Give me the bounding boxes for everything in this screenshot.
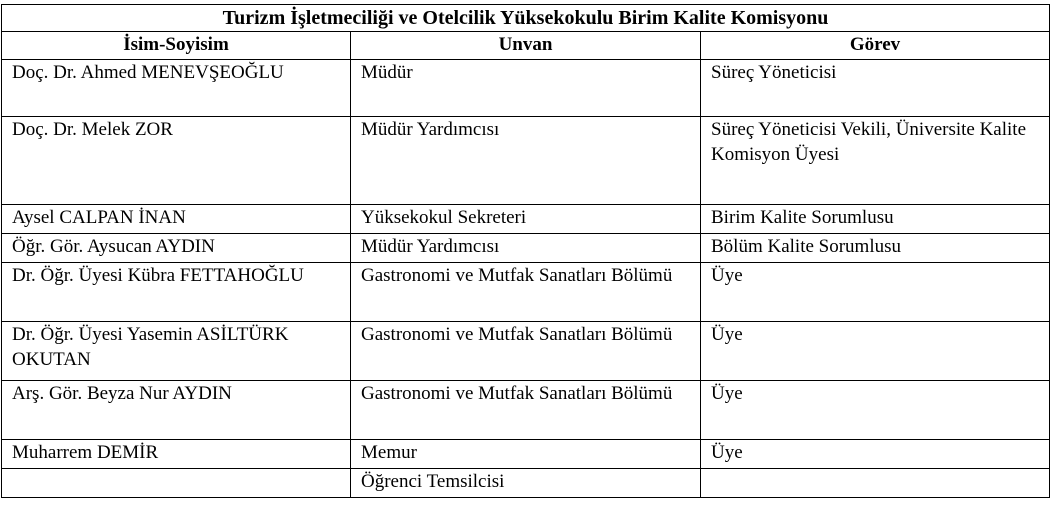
title-text: Müdür	[361, 62, 413, 83]
table-row	[2, 381, 1050, 440]
title-cell	[351, 117, 701, 205]
title-row	[2, 5, 1050, 32]
table-row	[2, 205, 1050, 234]
name-cell	[2, 205, 351, 234]
name-text: Öğr. Gör. Aysucan AYDIN	[12, 236, 215, 257]
role-text: Üye	[711, 265, 743, 286]
name-cell	[2, 440, 351, 469]
table-row	[2, 117, 1050, 205]
role-cell	[701, 60, 1050, 117]
role-text: Süreç Yöneticisi Vekili, Üniversite Kalite Komisyon Üyesi	[711, 119, 1027, 165]
title-cell	[351, 440, 701, 469]
title-cell	[351, 60, 701, 117]
name-cell	[2, 322, 351, 381]
name-cell	[2, 117, 351, 205]
table-row	[2, 234, 1050, 263]
table-row	[2, 60, 1050, 117]
title-text: Gastronomi ve Mutfak Sanatları Bölümü	[361, 265, 673, 286]
title-text: Yüksekokul Sekreteri	[361, 207, 527, 228]
role-cell	[701, 469, 1050, 498]
committee-table	[1, 4, 1050, 498]
table-row	[2, 322, 1050, 381]
role-cell	[701, 381, 1050, 440]
title-text: Müdür Yardımcısı	[361, 119, 500, 140]
title-cell	[351, 322, 701, 381]
column-header-name: İsim-Soyisim	[2, 32, 351, 60]
role-text: Üye	[711, 383, 743, 404]
name-text: Aysel CALPAN İNAN	[12, 207, 186, 228]
title-cell	[351, 234, 701, 263]
name-cell	[2, 234, 351, 263]
role-cell	[701, 205, 1050, 234]
name-cell	[2, 263, 351, 322]
role-cell	[701, 117, 1050, 205]
name-text: Doç. Dr. Melek ZOR	[12, 119, 173, 140]
name-cell	[2, 60, 351, 117]
role-cell	[701, 322, 1050, 381]
name-text: Dr. Öğr. Üyesi Yasemin ASİLTÜRK OKUTAN	[12, 324, 289, 370]
table-row	[2, 440, 1050, 469]
column-header-title: Unvan	[351, 32, 701, 60]
title-text: Müdür Yardımcısı	[361, 236, 500, 257]
role-cell	[701, 440, 1050, 469]
name-text: Muharrem DEMİR	[12, 442, 159, 463]
role-text: Üye	[711, 324, 743, 345]
title-text: Gastronomi ve Mutfak Sanatları Bölümü	[361, 324, 673, 345]
role-text: Süreç Yöneticisi	[711, 62, 837, 83]
name-cell	[2, 469, 351, 498]
role-cell	[701, 234, 1050, 263]
name-text: Dr. Öğr. Üyesi Kübra FETTAHOĞLU	[12, 265, 304, 286]
name-cell	[2, 381, 351, 440]
table-row	[2, 469, 1050, 498]
header-row	[2, 32, 1050, 60]
title-cell	[351, 205, 701, 234]
title-cell	[351, 469, 701, 498]
title-text: Gastronomi ve Mutfak Sanatları Bölümü	[361, 383, 673, 404]
table-row	[2, 263, 1050, 322]
title-text: Öğrenci Temsilcisi	[361, 471, 505, 492]
name-text: Arş. Gör. Beyza Nur AYDIN	[12, 383, 232, 404]
table-title: Turizm İşletmeciliği ve Otelcilik Yüksekokulu Birim Kalite Komisyonu	[2, 5, 1050, 32]
role-text: Bölüm Kalite Sorumlusu	[711, 236, 901, 257]
title-text: Memur	[361, 442, 417, 463]
title-cell	[351, 263, 701, 322]
role-text: Birim Kalite Sorumlusu	[711, 207, 894, 228]
role-cell	[701, 263, 1050, 322]
name-text: Doç. Dr. Ahmed MENEVŞEOĞLU	[12, 62, 284, 83]
role-text: Üye	[711, 442, 743, 463]
column-header-role: Görev	[701, 32, 1050, 60]
title-cell	[351, 381, 701, 440]
